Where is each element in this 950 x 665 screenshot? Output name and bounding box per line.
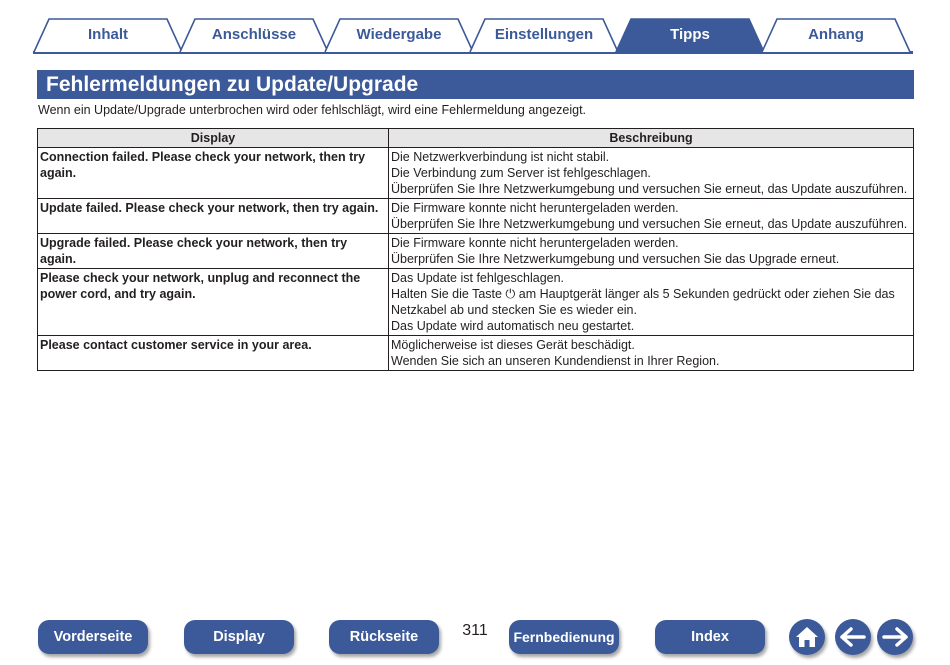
error-message-table (37, 128, 914, 371)
tab-label: Anhang (808, 26, 864, 43)
table-header-row (38, 129, 914, 148)
description-line: Die Verbindung zum Server ist fehlgeschlagen. (391, 166, 651, 180)
intro-text: Wenn ein Update/Upgrade unterbrochen wird oder fehlschlägt, wird eine Fehlermeldung angezeigt. (38, 103, 587, 117)
description-cell (389, 199, 914, 234)
tab-inhalt[interactable] (33, 18, 183, 51)
fernbedienung-button[interactable]: Fernbedienung (509, 620, 619, 654)
description-cell (389, 148, 914, 199)
page-number: 311 (462, 622, 488, 639)
table-row (38, 199, 914, 234)
description-line: Wenden Sie sich an unseren Kundendienst in Ihrer Region. (391, 354, 720, 368)
description-line: Halten Sie die Taste ⏻ am Hauptgerät länger als 5 Sekunden gedrückt oder ziehen Sie das Netzkabel ab und stecken Sie es wieder ein. (391, 287, 895, 317)
home-icon (794, 625, 820, 649)
table-row (38, 148, 914, 199)
table-row (38, 234, 914, 269)
tab-label: Inhalt (88, 26, 128, 43)
index-button[interactable]: Index (655, 620, 765, 654)
back-button[interactable] (835, 619, 871, 655)
tab-wiedergabe[interactable] (324, 18, 474, 51)
display-message: Upgrade failed. Please check your network, then try again. (38, 234, 389, 269)
description-line: Das Update ist fehlgeschlagen. (391, 271, 565, 285)
tab-label: Tipps (670, 26, 710, 43)
display-button[interactable]: Display (184, 620, 294, 654)
table-row (38, 336, 914, 371)
description-line: Überprüfen Sie Ihre Netzwerkumgebung und versuchen Sie erneut, das Update auszuführen. (391, 217, 908, 231)
column-header-description: Beschreibung (389, 129, 914, 148)
display-message: Update failed. Please check your network, then try again. (38, 199, 389, 234)
description-line: Überprüfen Sie Ihre Netzwerkumgebung und versuchen Sie erneut, das Update auszuführen. (391, 182, 908, 196)
description-line: Die Netzwerkverbindung ist nicht stabil. (391, 150, 610, 164)
description-cell (389, 234, 914, 269)
description-cell (389, 269, 914, 336)
tab-label: Anschlüsse (211, 26, 297, 43)
description-cell (389, 336, 914, 371)
tab-bar (33, 18, 913, 54)
arrow-left-icon (839, 626, 867, 648)
display-message: Please check your network, unplug and reconnect the power cord, and try again. (38, 269, 389, 336)
description-line: Die Firmware konnte nicht heruntergeladen werden. (391, 236, 679, 250)
home-button[interactable] (789, 619, 825, 655)
description-line: Überprüfen Sie Ihre Netzwerkumgebung und versuchen Sie das Upgrade erneut. (391, 252, 840, 266)
display-message: Connection failed. Please check your network, then try again. (38, 148, 389, 199)
arrow-right-icon (881, 626, 909, 648)
description-line: Die Firmware konnte nicht heruntergeladen werden. (391, 201, 679, 215)
vorderseite-button[interactable]: Vorderseite (38, 620, 148, 654)
table-row (38, 269, 914, 336)
display-message: Please contact customer service in your area. (38, 336, 389, 371)
page-title: Fehlermeldungen zu Update/Upgrade (37, 70, 914, 99)
tab-anhang[interactable] (761, 18, 911, 51)
tab-label: Einstellungen (494, 26, 594, 43)
forward-button[interactable] (877, 619, 913, 655)
tab-einstellungen[interactable] (469, 18, 619, 51)
rueckseite-button[interactable]: Rückseite (329, 620, 439, 654)
tab-tipps[interactable] (615, 18, 765, 51)
description-line: Das Update wird automatisch neu gestartet. (391, 319, 635, 333)
description-line: Möglicherweise ist dieses Gerät beschädigt. (391, 338, 635, 352)
tab-anschluesse[interactable] (179, 18, 329, 51)
tab-label: Wiedergabe (356, 26, 442, 43)
column-header-display: Display (38, 129, 389, 148)
